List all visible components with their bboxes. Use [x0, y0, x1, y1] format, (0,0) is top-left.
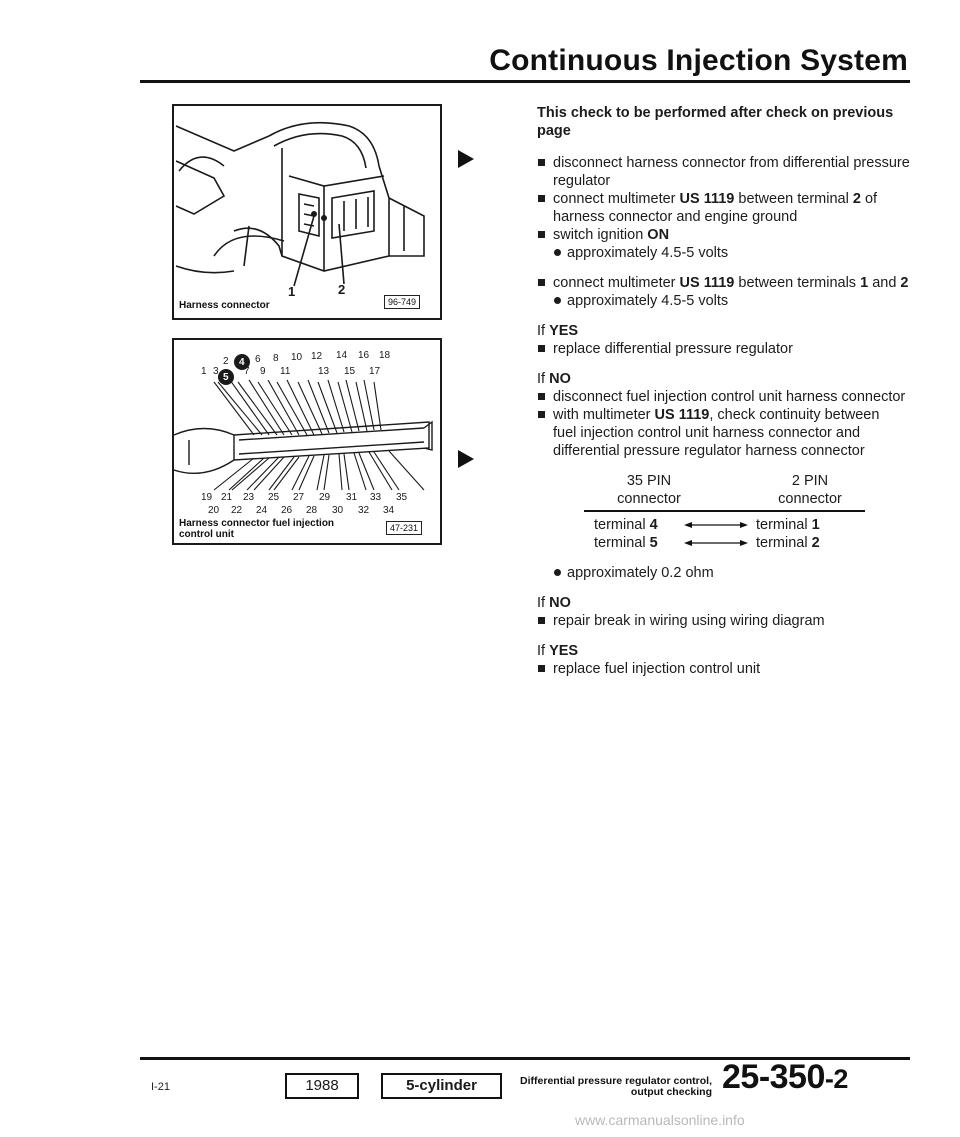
table-row: terminal 5 terminal 2: [594, 535, 820, 551]
step-item: replace fuel injection control unit: [537, 660, 917, 678]
pin-label: 35: [396, 492, 408, 503]
pin-label: 2: [223, 356, 229, 367]
callout-1: 1: [288, 284, 296, 299]
pin-label: 6: [255, 354, 261, 365]
pin-label: 21: [221, 492, 233, 503]
section-code: 25-350-2: [722, 1058, 848, 1096]
pointer-arrow: [458, 150, 474, 168]
pin-label: 29: [319, 492, 331, 503]
pin-label: 11: [280, 366, 291, 377]
callout-2: 2: [338, 282, 346, 297]
table-col2-line2: connector: [778, 491, 842, 507]
condition-label: If YES: [537, 323, 579, 339]
pin-label: 33: [370, 492, 382, 503]
section-title: Differential pressure regulator control, output checking: [520, 1075, 712, 1098]
instructions-column: [537, 104, 917, 678]
pointer-arrow: [458, 450, 474, 468]
harness-connector-drawing: [174, 106, 440, 318]
pin-label: 3: [213, 366, 219, 377]
pin-label: 19: [201, 492, 213, 503]
pin-label: 24: [256, 505, 268, 516]
figure-code: 47-231: [386, 521, 422, 535]
pin-label: 17: [369, 366, 381, 377]
pin-label: 1: [201, 366, 207, 377]
pin-label: 30: [332, 505, 344, 516]
step-item: repair break in wiring using wiring diagram: [537, 612, 917, 630]
double-arrow-icon: [684, 516, 750, 534]
pin-label: 31: [346, 492, 358, 503]
pin-label: 32: [358, 505, 370, 516]
condition-label: If NO: [537, 595, 571, 611]
year-box: 1988: [285, 1073, 359, 1099]
callout-5: 5: [223, 372, 229, 383]
condition-label: If YES: [537, 643, 579, 659]
pin-label: 9: [260, 366, 266, 377]
step-item: replace differential pressure regulator: [537, 340, 917, 358]
pin-label: 20: [208, 505, 220, 516]
header-rule: [140, 80, 910, 83]
table-col1-line1: 35 PIN: [626, 473, 672, 489]
lead-text: This check to be performed after check on previous page: [537, 105, 894, 139]
pin-label: 14: [336, 350, 348, 361]
step-item: disconnect fuel injection control unit harness connector: [537, 388, 917, 406]
pin-label: 25: [268, 492, 280, 503]
result-item: approximately 4.5-5 volts: [537, 292, 917, 310]
model-box: 5-cylinder: [381, 1073, 502, 1099]
pin-label: 13: [318, 366, 330, 377]
continuity-table: [594, 472, 865, 552]
table-header: [594, 472, 865, 508]
pin-label: 10: [291, 352, 303, 363]
table-row: terminal 4 terminal 1: [594, 517, 820, 533]
page-number: I-21: [151, 1081, 170, 1093]
page-title: Continuous Injection System: [489, 44, 908, 77]
control-unit-connector-figure: [172, 338, 442, 545]
double-arrow-icon: [684, 534, 750, 552]
pin-label: 16: [358, 350, 370, 361]
figure-caption: Harness connector: [179, 300, 270, 311]
figure-code: 96-749: [384, 295, 420, 309]
step-item: with multimeter US 1119, check continuity between fuel injection control unit harness connector and differential pressure regulator harness connector: [537, 406, 883, 460]
result-item: approximately 0.2 ohm: [537, 564, 917, 582]
pin-label: 26: [281, 505, 293, 516]
pin-label: 7: [244, 366, 250, 377]
pin-label: 18: [379, 350, 391, 361]
condition-label: If NO: [537, 371, 571, 387]
table-col2-line1: 2 PIN: [791, 473, 829, 489]
watermark: www.carmanualsonline.info: [575, 1112, 745, 1128]
pin-label: 8: [273, 353, 279, 364]
table-rule: [584, 510, 865, 512]
figure-caption-line2: control unit: [179, 529, 234, 540]
result-item: approximately 4.5-5 volts: [537, 244, 917, 262]
callout-4: 4: [239, 357, 245, 368]
pin-label: 15: [344, 366, 356, 377]
harness-connector-figure: [172, 104, 442, 320]
pin-label: 12: [311, 351, 323, 362]
step-item: connect multimeter US 1119 between terminals 1 and 2: [537, 274, 917, 292]
pin-label: 27: [293, 492, 305, 503]
pin-label: 34: [383, 505, 395, 516]
pin-label: 23: [243, 492, 255, 503]
table-col1-line2: connector: [617, 491, 681, 507]
pin-label: 28: [306, 505, 318, 516]
figure-caption-line1: Harness connector fuel injection: [179, 518, 335, 529]
step-item: disconnect harness connector from differential pressure regulator: [537, 154, 917, 190]
step-item: switch ignition ON: [537, 226, 917, 244]
step-item: connect multimeter US 1119 between terminal 2 of harness connector and engine ground: [537, 190, 917, 226]
pin-label: 22: [231, 505, 243, 516]
